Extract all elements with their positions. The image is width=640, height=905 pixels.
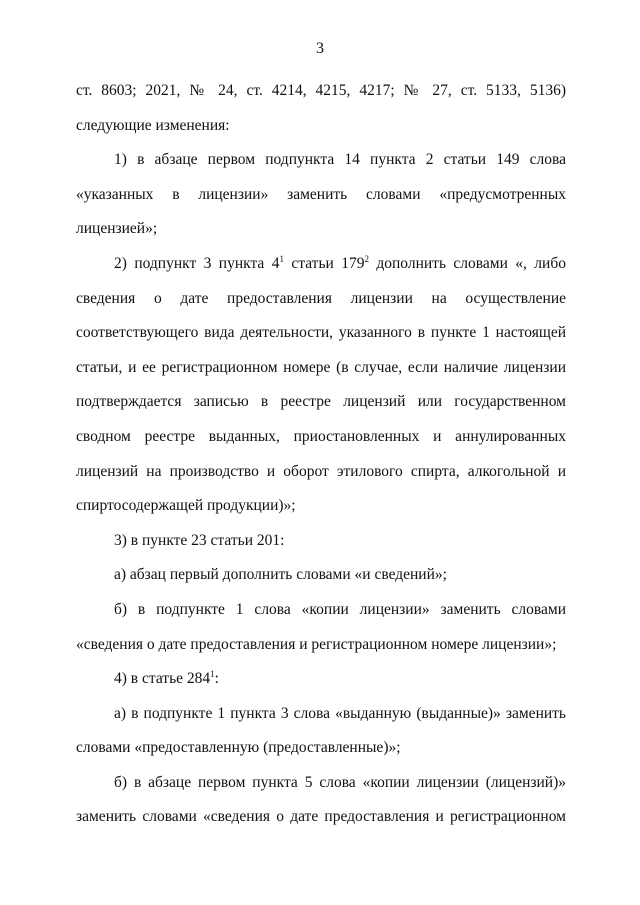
- item-2-text-b: статьи 179: [283, 254, 365, 272]
- item-2-text-a: 2) подпункт 3 пункта 4: [114, 254, 280, 272]
- item-2-superscript-2: 2: [364, 253, 369, 264]
- item-4-text-b: :: [214, 670, 219, 688]
- page-number: 3: [316, 40, 324, 57]
- document-body: [76, 74, 566, 835]
- paragraph-item-4a: а) в подпункте 1 пункта 3 слова «выданную (выданные)» заменить словами «предоставленную (предоставленные)»;: [76, 704, 566, 757]
- paragraph-item-2: [76, 247, 566, 524]
- item-2-text-c: дополнить словами «, либо сведения о дате предоставления лицензии на осуществление соответствующего вида деятельности, указанного в пункте 1 настоящей статьи, и ее регистрационном номере (в случае, если наличие лицензии подтверждается записью в реестре лицензий или государственном сводном реестре выданных, приостановленных и аннулированных лицензий на производство и оборот этилового спирта, алкогольной и спиртосодержащей продукции)»;: [76, 254, 566, 515]
- paragraph-item-1: 1) в абзаце первом подпункта 14 пункта 2 статьи 149 слова «указанных в лицензии» заменить словами «предусмотренных лицензией»;: [76, 151, 566, 238]
- item-2-superscript-1: 1: [279, 253, 284, 264]
- paragraph-item-4b: б) в абзаце первом пункта 5 слова «копии лицензии (лицензий)» заменить словами «сведения о дате предоставления и регистрационном: [76, 773, 566, 826]
- paragraph-item-3b: б) в подпункте 1 слова «копии лицензии» заменить словами «сведения о дате предоставления и регистрационном номере лицензии»;: [76, 600, 566, 653]
- paragraph-continuation: ст. 8603; 2021, № 24, ст. 4214, 4215, 4217; № 27, ст. 5133, 5136) следующие изменения:: [76, 82, 566, 134]
- paragraph-item-3: 3) в пункте 23 статьи 201:: [114, 531, 285, 549]
- item-4-superscript: 1: [210, 669, 215, 680]
- paragraph-item-3a: а) абзац первый дополнить словами «и сведений»;: [114, 566, 447, 584]
- paragraph-item-4: [76, 662, 566, 697]
- item-4-text-a: 4) в статье 284: [114, 670, 211, 688]
